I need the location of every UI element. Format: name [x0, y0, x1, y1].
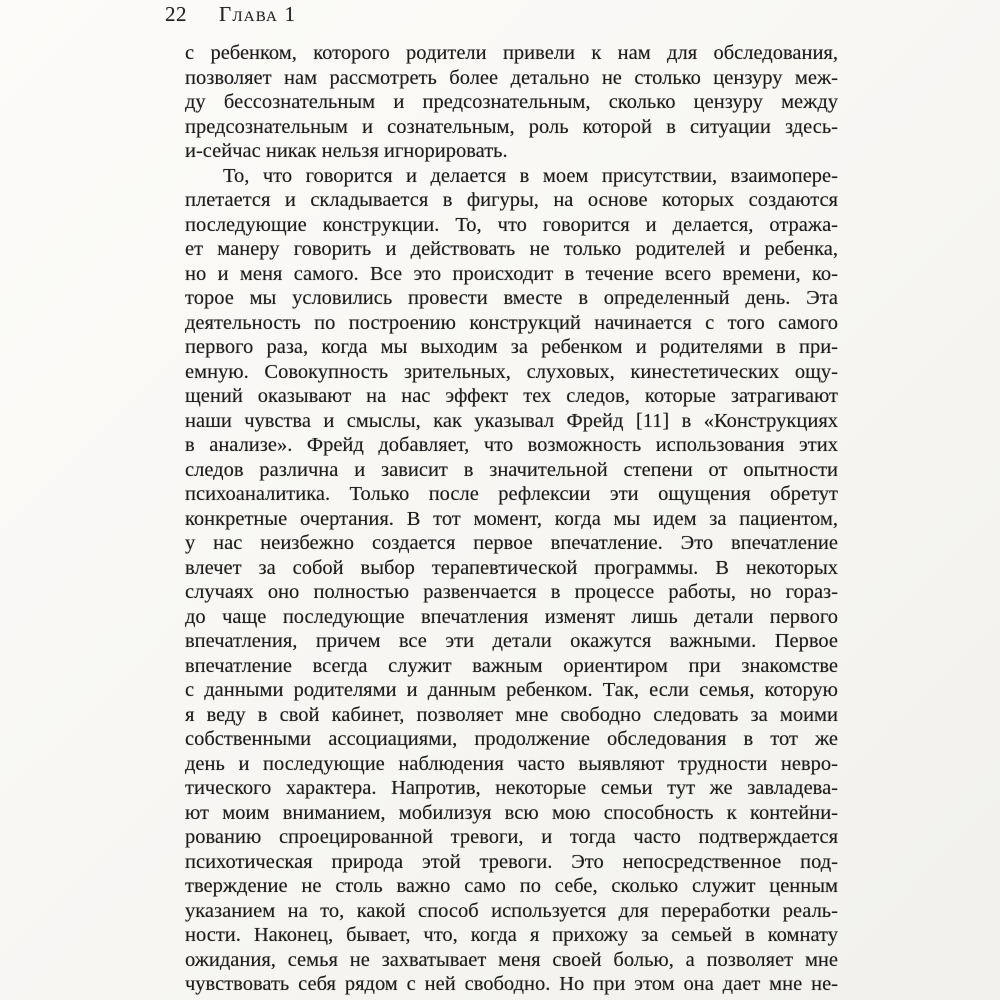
text-line: емную. Совокупность зрительных, слуховых, кинестетических ощу- [185, 360, 838, 383]
text-line: указанием на то, какой способ используется для переработки реаль- [185, 899, 838, 922]
text-line: плетается и складывается в фигуры, на основе которых создаются [185, 189, 838, 211]
page-number: 22 [165, 2, 187, 26]
text-line: позволяет нам рассмотреть более детально не столько цензуру меж- [185, 66, 838, 89]
text-line: рованию спроецированной тревоги, и тогда часто подтверждается [185, 826, 838, 848]
text-line: торое мы условились провести вместе в определенный день. Эта [185, 287, 838, 309]
text-line: влечет за собой выбор терапевтической программы. В некоторых [185, 556, 838, 579]
text-line: ожидания, семья не захватывает меня своей болью, а позволяет мне [185, 948, 838, 971]
text-line: последующие конструкции. То, что говорится и делается, отража- [185, 213, 838, 236]
text-line: следов различна и зависит в значительной степени от опытности [185, 458, 838, 481]
text-line: тического характера. Напротив, некоторые семьи тут же завладева- [185, 777, 838, 799]
text-line: щений оказывают на нас эффект тех следов, которые затрагивают [185, 385, 838, 407]
text-line: я веду в свой кабинет, позволяет мне свободно следовать за моими [185, 703, 838, 726]
text-line: впечатление всегда служит важным ориентиром при знакомстве [185, 654, 838, 677]
text-line: предсознательным и сознательным, роль которой в ситуации здесь- [185, 115, 838, 138]
chapter-title: Глава 1 [219, 2, 297, 26]
text-line: случаях оно полностью развенчается в процессе работы, но гораз- [185, 581, 838, 603]
text-line: в анализе». Фрейд добавляет, что возможность использования этих [185, 434, 838, 456]
text-line: до чаще последующие впечатления изменят лишь детали первого [185, 605, 838, 628]
text-line: конкретные очертания. В тот момент, когда мы идем за пациентом, [185, 507, 838, 530]
text-line: психотическая природа этой тревоги. Это непосредственное под- [185, 850, 838, 873]
body-text [185, 41, 838, 997]
text-line: день и последующие наблюдения часто выявляют трудности невро- [185, 752, 838, 775]
text-line: ду бессознательным и предсознательным, сколько цензуру между [185, 91, 838, 113]
text-line: наши чувства и смыслы, как указывал Фрейд [11] в «Конструкциях [185, 409, 838, 432]
text-line: и-сейчас никак нельзя игнорировать. [185, 140, 508, 162]
text-line: психоаналитика. Только после рефлексии эти ощущения обретут [185, 483, 838, 505]
paragraph [185, 41, 838, 164]
text-line: чувствовать себя рядом с ней свободно. Но при этом она дает мне не- [185, 973, 838, 995]
text-line: собственными ассоциациями, продолжение обследования в тот же [185, 728, 838, 750]
text-line: с ребенком, которого родители привели к нам для обследования, [185, 42, 838, 64]
text-line: с данными родителями и данным ребенком. Так, если семья, которую [185, 679, 838, 701]
text-line: деятельность по построению конструкций начинается с того самого [185, 311, 838, 334]
paragraph [185, 164, 838, 997]
text-line: тверждение не столь важно само по себе, сколько служит ценным [185, 875, 838, 897]
text-line: ности. Наконец, бывает, что, когда я прихожу за семьей в комнату [185, 924, 838, 946]
text-line: у нас неизбежно создается первое впечатление. Это впечатление [185, 532, 838, 554]
text-line: первого раза, когда мы выходим за ребенком и родителями в при- [185, 336, 838, 358]
running-header [165, 2, 296, 27]
text-line: ют моим вниманием, мобилизуя всю мою способность к контейни- [185, 801, 838, 824]
text-line: ет манеру говорить и действовать не только родителей и ребенка, [185, 238, 838, 260]
text-line: впечатления, причем все эти детали окажутся важными. Первое [185, 630, 838, 652]
text-line: но и меня самого. Все это происходит в течение всего времени, ко- [185, 262, 838, 285]
text-line: То, что говорится и делается в моем присутствии, взаимопере- [223, 164, 838, 187]
